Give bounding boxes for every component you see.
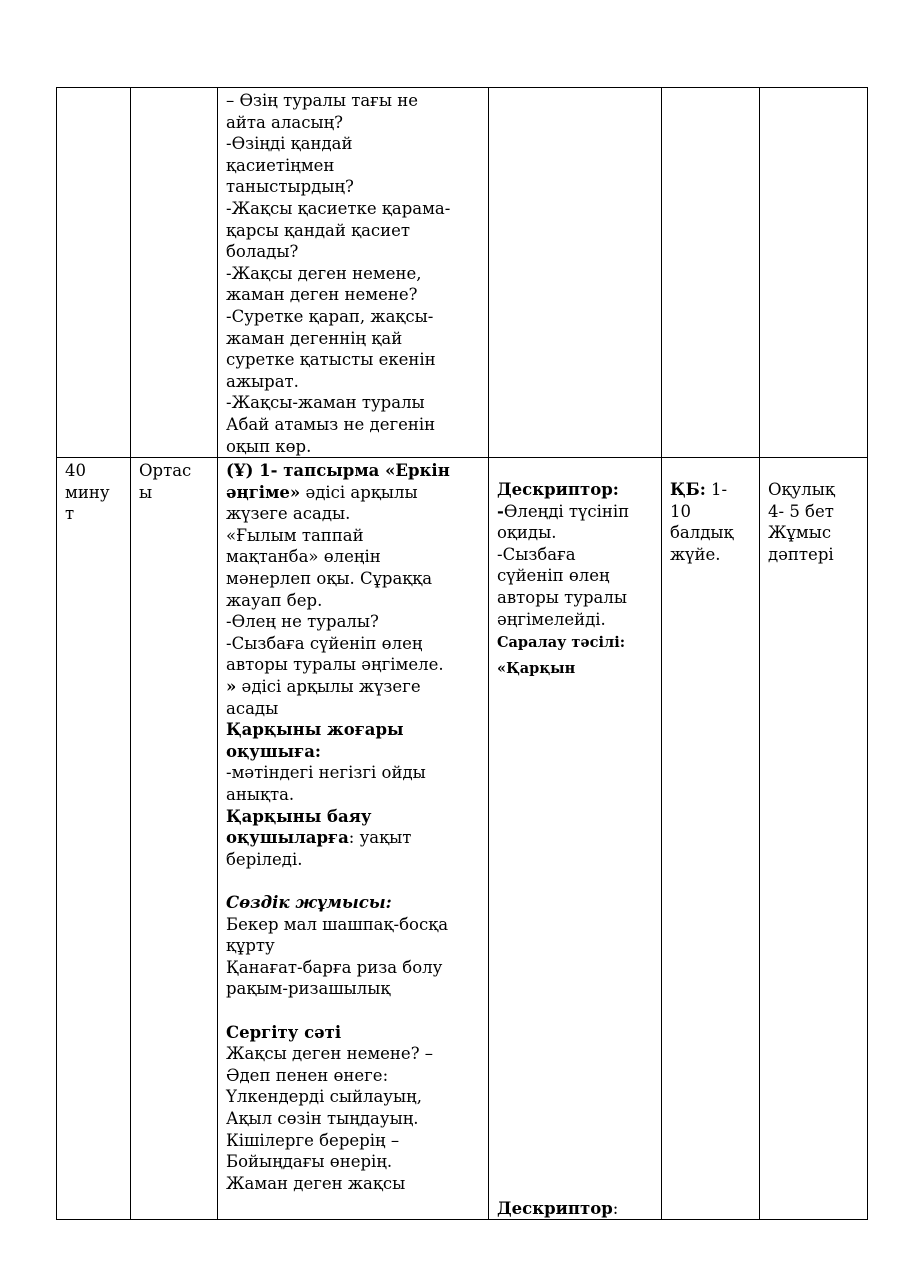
poem-line: Жаман деген жақсы [226, 1173, 406, 1193]
content-line: асады [226, 698, 279, 718]
question-line: суретке қатысты екенін [226, 350, 436, 370]
time-cell [57, 88, 131, 458]
content-line: мәнерлеп оқы. Сұраққа [226, 569, 433, 589]
stage-text: ы [139, 482, 153, 502]
low-pace-heading: Қарқыны баяу [226, 806, 372, 826]
poem-line: Бойыңдағы өнерің. [226, 1152, 393, 1172]
content-line: әдісі арқылы жүзеге [236, 677, 421, 697]
resource-line: Жұмыс [768, 523, 832, 543]
descriptor-line: сүйеніп өлең [497, 566, 610, 586]
question-line: таныстырдың? [226, 177, 354, 197]
time-cell [57, 458, 131, 1220]
content-line: беріледі. [226, 849, 303, 869]
lesson-plan-table [56, 87, 868, 1220]
descriptor-cell [489, 88, 662, 458]
descriptor-dash: - [497, 501, 504, 521]
poem-line: Ақыл сөзін тыңдауың. [226, 1108, 419, 1128]
resource-line: 4- 5 бет [768, 501, 834, 521]
resources-cell [760, 458, 868, 1220]
stage-text: Ортас [139, 461, 192, 481]
vocab-line: рақым-ризашылық [226, 979, 391, 999]
content-line: анықта. [226, 785, 295, 804]
method-name: «Қарқын [497, 659, 576, 677]
descriptor-line: оқиды. [497, 523, 557, 543]
method-heading: Саралау тәсілі: [497, 634, 626, 652]
content-line: авторы туралы әңгімеле. [226, 655, 444, 675]
high-pace-heading: Қарқыны жоғары [226, 720, 404, 740]
stage-cell [131, 88, 218, 458]
high-pace-heading: оқушыға: [226, 741, 322, 761]
question-line: оқып көр. [226, 436, 312, 456]
time-text: мину [65, 482, 110, 502]
resource-line: дәптері [768, 544, 834, 564]
question-line: -Суретке қарап, жақсы- [226, 306, 434, 326]
task-title-rest: әдісі арқылы [300, 482, 418, 502]
descriptor-heading: Дескриптор: [497, 480, 619, 500]
assessment-cell [662, 88, 760, 458]
question-line: -Жақсы қасиетке қарама- [226, 198, 451, 218]
assessment-text: 10 [670, 501, 691, 521]
assessment-cell [662, 458, 760, 1220]
break-heading: Сергіту сәті [226, 1022, 342, 1042]
assessment-text: 1- [705, 480, 728, 500]
time-text: 40 [65, 461, 86, 481]
question-line: жаман дегеннің қай [226, 328, 403, 348]
content-line: -Өлең не туралы? [226, 612, 379, 632]
vocab-line: Бекер мал шашпақ-босқа [226, 914, 449, 934]
stage-cell [131, 458, 218, 1220]
poem-line: Жақсы деген немене? – [226, 1044, 434, 1064]
descriptor-cell [489, 458, 662, 1220]
poem-line: Кішілерге берерің – [226, 1130, 400, 1150]
descriptor-heading: Дескриптор [497, 1198, 613, 1218]
descriptor-line: әңгімелейді. [497, 609, 606, 629]
question-line: қасиетіңмен [226, 155, 335, 175]
content-line: жүзеге асады. [226, 504, 351, 524]
quote-mark: » [226, 677, 237, 697]
descriptor-line: авторы туралы [497, 588, 627, 608]
task-title-method: әңгіме» [226, 482, 301, 502]
question-line: болады? [226, 242, 299, 262]
content-line: -Сызбаға сүйеніп өлең [226, 633, 423, 653]
low-pace-heading: оқушыларға [226, 828, 349, 848]
question-line: Абай атамыз не дегенін [226, 414, 436, 434]
time-text: т [65, 504, 75, 524]
content-cell [218, 458, 489, 1220]
content-line: жауап бер. [226, 590, 323, 610]
vocab-line: Қанағат-барға риза болу [226, 957, 443, 977]
table-row [57, 88, 868, 458]
resource-line: Оқулық [768, 480, 835, 500]
question-line: -Жақсы-жаман туралы [226, 393, 425, 413]
task-title: (Ұ) 1- тапсырма «Еркін [226, 461, 450, 481]
question-line: жаман деген немене? [226, 285, 418, 305]
table-row [57, 458, 868, 1220]
vocab-line: құрту [226, 936, 275, 956]
descriptor-colon: : [612, 1198, 619, 1218]
content-cell [218, 88, 489, 458]
content-line: «Ғылым таппай [226, 525, 364, 545]
resources-cell [760, 88, 868, 458]
assessment-text: балдық [670, 523, 734, 543]
content-line: -мәтіндегі негізгі ойды [226, 763, 426, 783]
poem-line: Үлкендерді сыйлауың, [226, 1087, 422, 1107]
question-line: қарсы қандай қасиет [226, 220, 411, 240]
descriptor-line: -Сызбаға [497, 544, 576, 564]
vocab-heading: Сөздік жұмысы: [226, 892, 392, 912]
assessment-label: ҚБ: [670, 480, 706, 500]
question-line: – Өзің туралы тағы не [226, 91, 418, 110]
assessment-text: жүйе. [670, 544, 721, 564]
question-line: -Өзіңді қандай [226, 134, 353, 154]
descriptor-line: Өлеңді түсініп [503, 501, 630, 521]
question-line: айта аласың? [226, 112, 343, 132]
question-line: ажырат. [226, 371, 299, 391]
content-line: : уақыт [348, 828, 412, 848]
poem-line: Әдеп пенен өнеге: [226, 1065, 389, 1085]
question-line: -Жақсы деген немене, [226, 263, 422, 283]
content-line: мақтанба» өлеңін [226, 547, 381, 567]
